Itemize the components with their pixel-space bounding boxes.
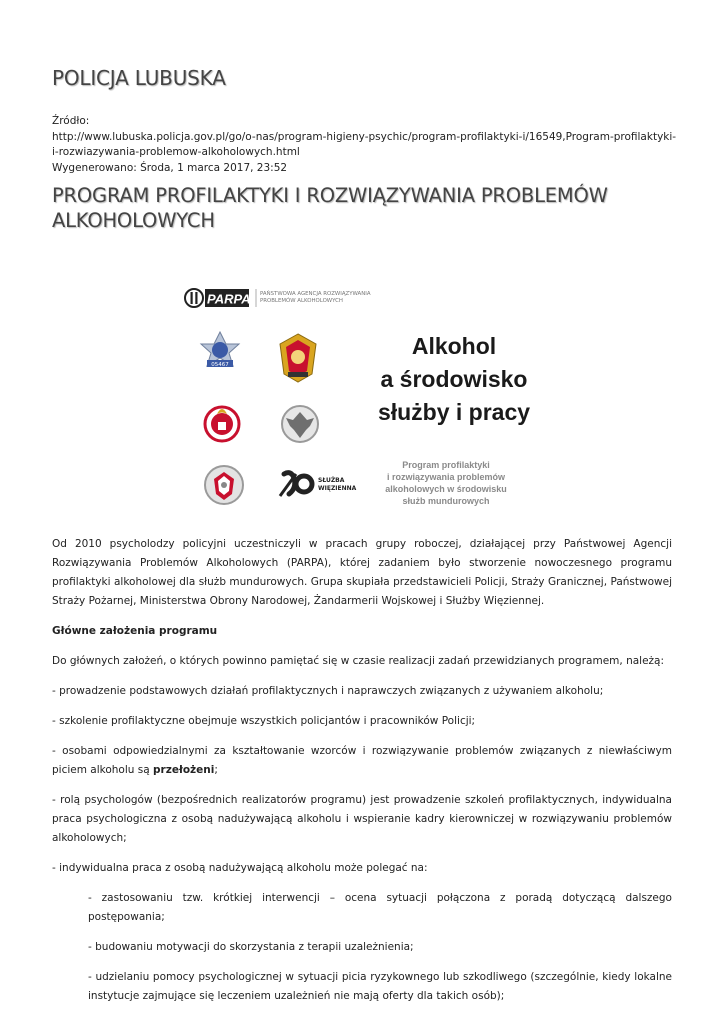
- sub-item-1: - zastosowaniu tzw. krótkiej interwencji – ocena sytuacji połączona z poradą dotyczącą dalszego postępowania;: [88, 892, 672, 923]
- list-item-3: [52, 742, 672, 780]
- banner-sub-line-2: i rozwiązywania problemów: [386, 472, 506, 482]
- list-item-3-bold: przełożeni: [153, 764, 215, 776]
- list-item-5: - indywidualna praca z osobą nadużywającą alkoholu może polegać na:: [52, 862, 428, 874]
- list-item-3-end: ;: [214, 764, 218, 776]
- prison-service-logo: [280, 473, 357, 496]
- banner-heading-line-1: Alkohol: [411, 333, 497, 359]
- list-item-4: - rolą psychologów (bezpośrednich realizatorów programu) jest prowadzenie szkoleń profilaktycznych, indywidualna praca psychologiczna z osobą nadużywającą alkoholu i wspieranie kadry kierowniczej w rozwiązywaniu problemów alkoholowych;: [52, 794, 672, 844]
- generated-date: Wygenerowano: Środa, 1 marca 2017, 23:52: [52, 161, 288, 174]
- banner-sub-line-4: służb mundurowych: [402, 496, 490, 506]
- banner-sub-line-3: alkoholowych w środowisku: [385, 484, 507, 494]
- program-banner: [176, 274, 544, 520]
- banner-sub-line-1: Program profilaktyki: [402, 460, 490, 470]
- sub-item-2: - budowaniu motywacji do skorzystania z terapii uzależnienia;: [88, 941, 414, 953]
- agency-line-2: PROBLEMÓW ALKOHOLOWYCH: [260, 298, 343, 304]
- sub-item-3: - udzielaniu pomocy psychologicznej w sytuacji picia ryzykownego lub szkodliwego (szczególnie, kiedy lokalne instytucje zajmujące się leczeniem uzależnień nie mają oferty dla takich osób);: [88, 971, 672, 1002]
- military-eagle-emblem: [282, 406, 318, 442]
- banner-heading-line-3: służby i pracy: [377, 399, 531, 425]
- prison-service-line-2: WIĘZIENNA: [318, 485, 357, 492]
- banner-svg: [176, 274, 544, 520]
- badge-number: 05467: [211, 361, 229, 368]
- document-meta: [52, 114, 677, 176]
- border-guard-emblem: [205, 407, 239, 441]
- banner-subheading: [385, 460, 507, 506]
- article-body: [52, 535, 672, 1017]
- intro-paragraph: Od 2010 psycholodzy policyjni uczestniczyli w pracach grupy roboczej, działającej przy Państwowej Agencji Rozwiązywania Problemów Alkoholowych (PARPA), której zadaniem było stworzenie nowoczesnego programu profilaktyki alkoholowej dla służb mundurowych. Grupa skupiała przedstawicieli Policji, Straży Granicznej, Państwowej Straży Pożarnej, Ministerstwa Obrony Narodowej, Żandarmerii Wojskowej i Służby Więziennej.: [52, 538, 672, 607]
- parpa-logo: [185, 289, 371, 307]
- list-item-3-text: - osobami odpowiedzialnymi za kształtowanie wzorców i rozwiązywanie problemów związanych z niewłaściwym piciem alkoholu są: [52, 745, 672, 776]
- document-title: PROGRAM PROFILAKTYKI I ROZWIĄZYWANIA PROBLEMÓW ALKOHOLOWYCH: [52, 184, 608, 232]
- fire-service-emblem: [280, 334, 316, 382]
- parpa-logo-text: PARPA: [207, 291, 251, 307]
- list-item-2: - szkolenie profilaktyczne obejmuje wszystkich policjantów i pracowników Policji;: [52, 715, 476, 727]
- police-star-emblem: [201, 332, 239, 368]
- site-title: POLICJA LUBUSKA: [52, 66, 226, 90]
- source-label: Źródło:: [52, 115, 90, 127]
- banner-headline: [378, 333, 530, 425]
- military-police-emblem: [205, 466, 243, 504]
- source-url[interactable]: http://www.lubuska.policja.gov.pl/go/o-nas/program-higieny-psychic/program-profilaktyki-i/16549,Program-profilaktyki-i-rozwiazywania-problemow-alkoholowych.html: [52, 130, 677, 158]
- lead-paragraph: Do głównych założeń, o których powinno pamiętać się w czasie realizacji zadań przewidzianych programem, należą:: [52, 655, 665, 667]
- section-heading: Główne założenia programu: [52, 625, 218, 637]
- banner-heading-line-2: a środowisko: [380, 366, 528, 392]
- agency-line-1: PAŃSTWOWA AGENCJA ROZWIĄZYWANIA: [260, 291, 371, 297]
- list-item-1: - prowadzenie podstawowych działań profilaktycznych i naprawczych związanych z używaniem alkoholu;: [52, 685, 604, 697]
- prison-service-line-1: SŁUŻBA: [318, 477, 345, 484]
